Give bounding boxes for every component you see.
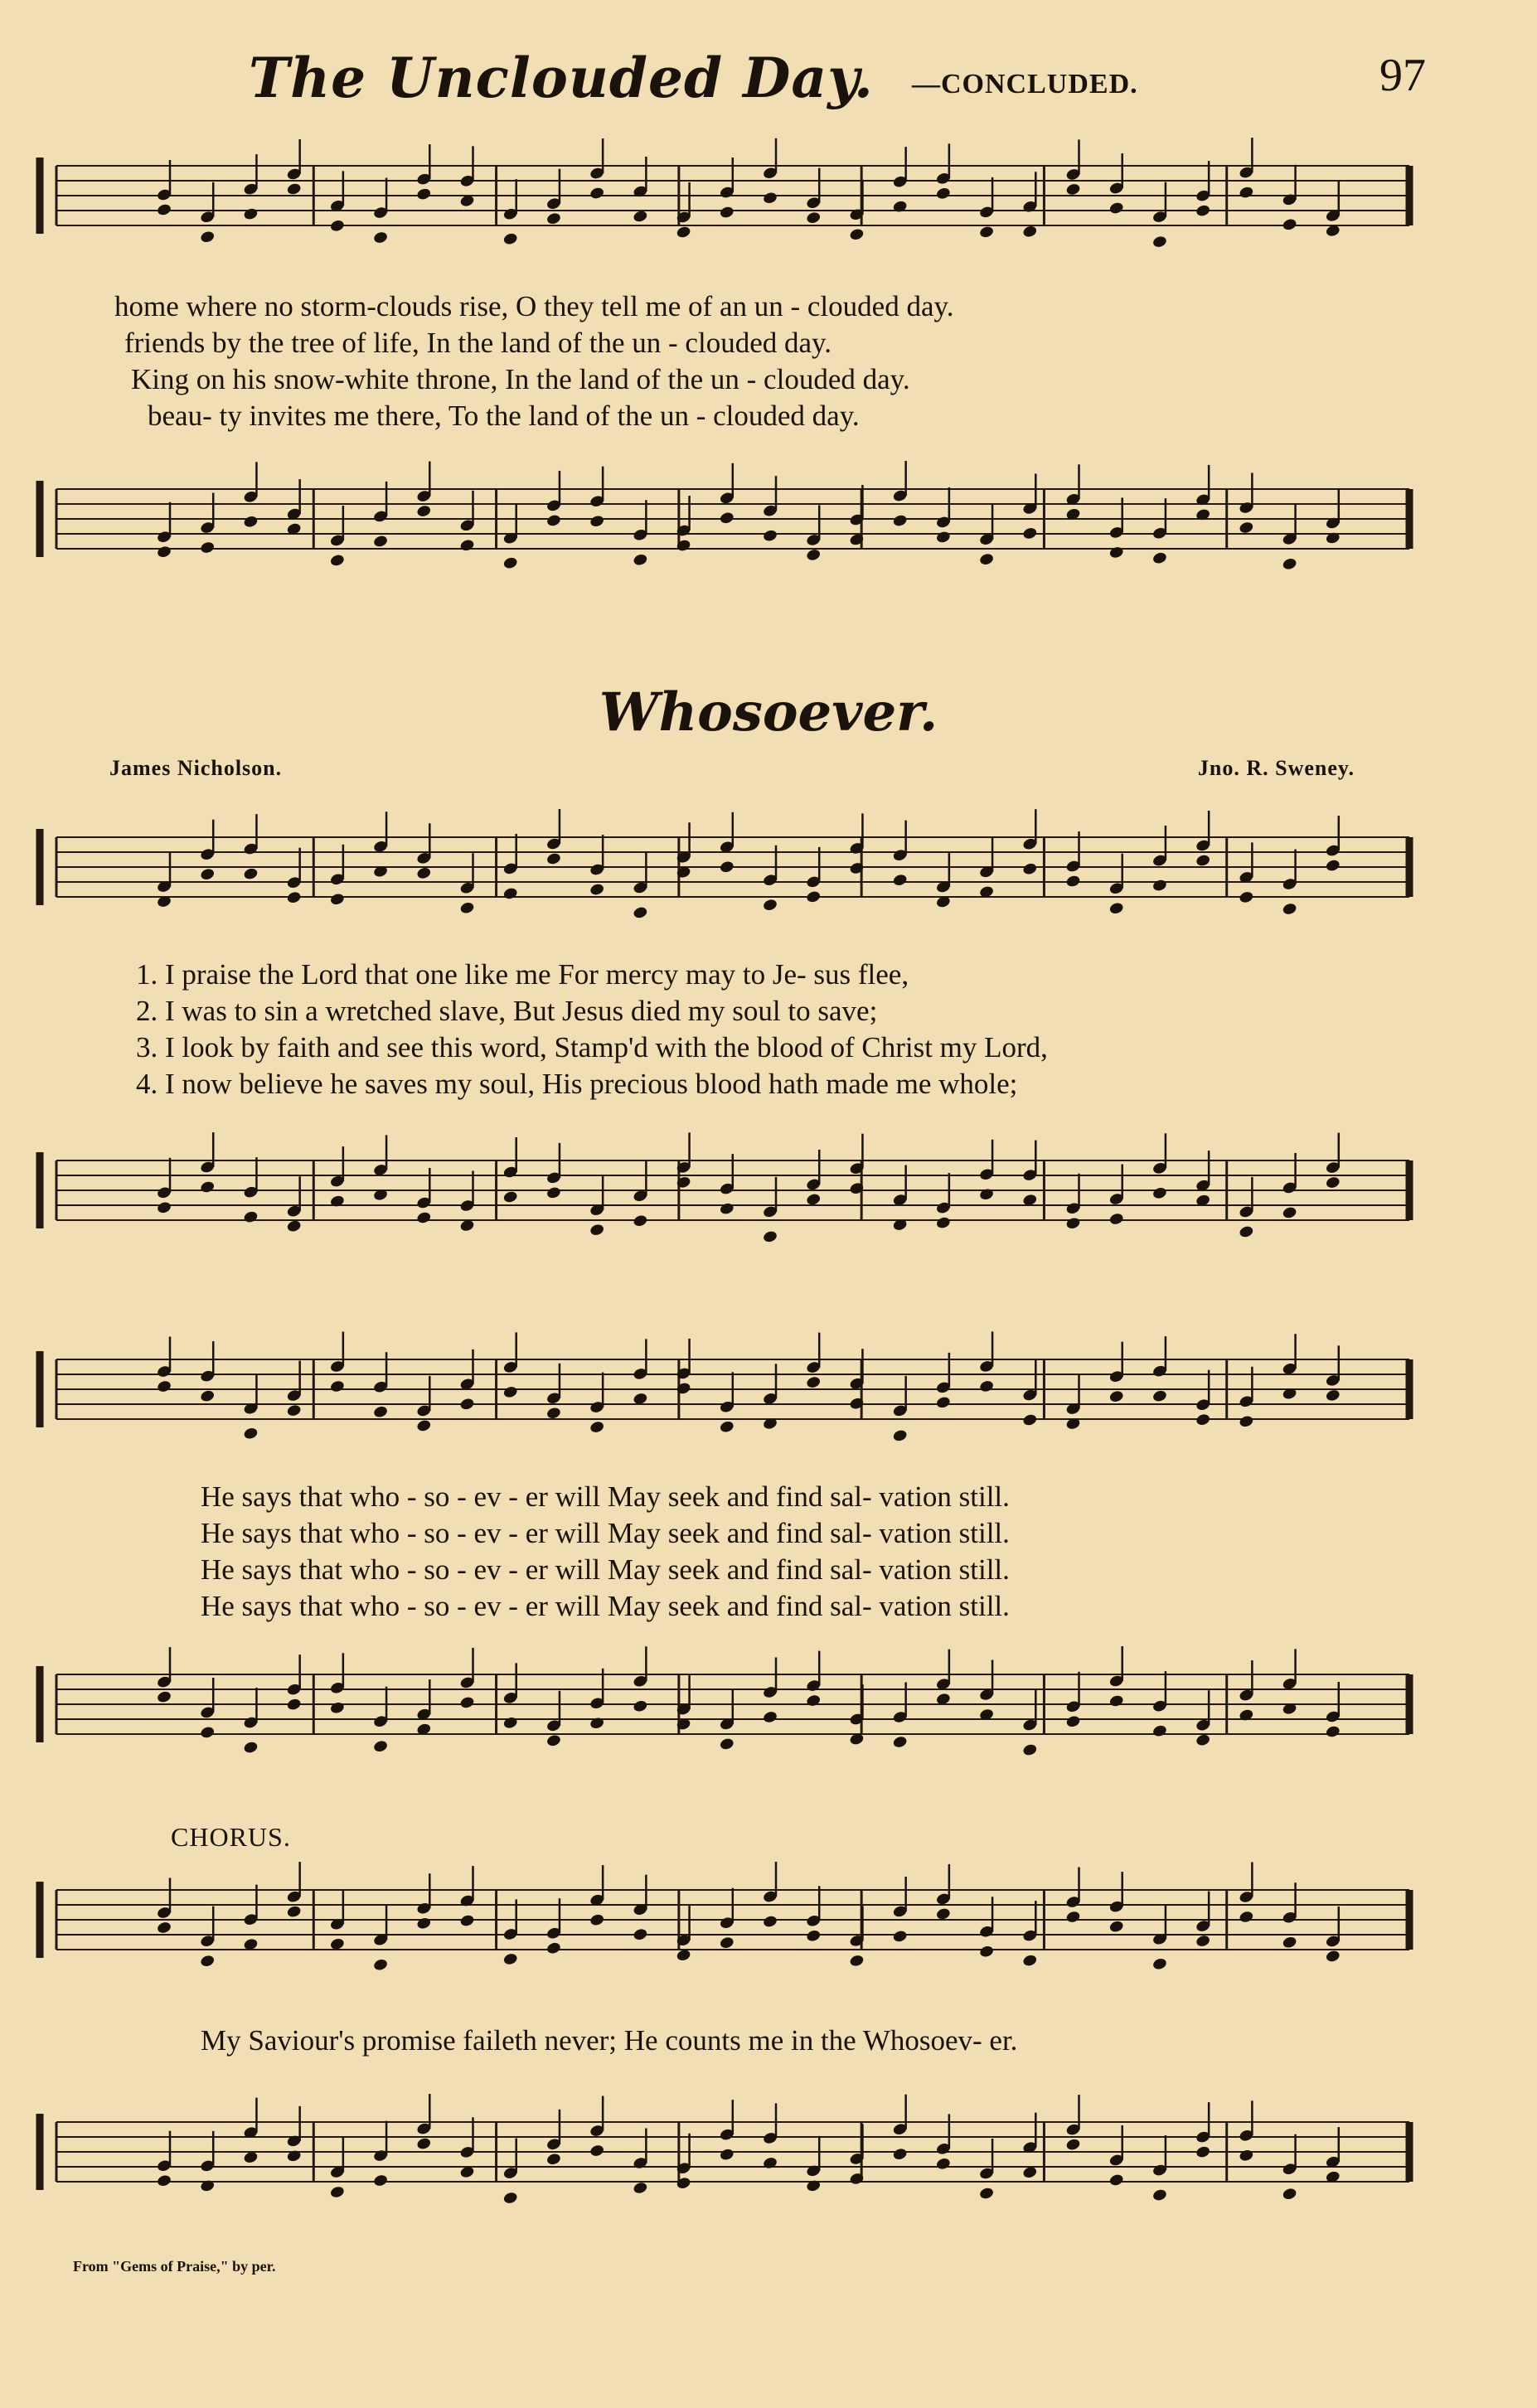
- note-head: [373, 535, 389, 549]
- lyric-line: 3. I look by faith and see this word, Stamp'd with the blood of Christ my Lord,: [136, 1031, 1048, 1063]
- note-head: [806, 1693, 822, 1708]
- note-head: [1239, 1910, 1254, 1924]
- note-head: [502, 1952, 518, 1966]
- note-head: [1195, 1934, 1211, 1948]
- note-head: [545, 2152, 561, 2166]
- note-head: [589, 1223, 605, 1237]
- note-head: [1065, 1714, 1081, 1728]
- lyric-line: 4. I now believe he saves my soul, His precious blood hath made me whole;: [136, 1068, 1018, 1100]
- note-head: [200, 1180, 216, 1194]
- lyric-line: beau- ty invites me there, To the land of the un - clouded day.: [148, 400, 860, 432]
- note-head: [762, 1710, 778, 1724]
- note-head: [762, 1915, 778, 1929]
- note-head: [633, 2181, 648, 2195]
- note-head: [935, 2157, 951, 2171]
- note-head: [459, 901, 475, 915]
- note-head: [329, 1379, 345, 1393]
- note-head: [243, 1210, 259, 1224]
- treble-staff-4: [0, 1865, 1537, 1989]
- note-head: [156, 545, 172, 559]
- note-head: [1022, 225, 1038, 239]
- note-head: [1325, 1388, 1341, 1403]
- chorus-label: CHORUS.: [171, 1822, 291, 1852]
- lyric-line: 2. I was to sin a wretched slave, But Jesus died my soul to save;: [136, 995, 878, 1027]
- note-head: [1022, 862, 1038, 876]
- lyric-line: He says that who - so - ev - er will May seek and find sal- vation still.: [201, 1517, 1010, 1549]
- note-head: [1152, 1186, 1167, 1200]
- note-head: [719, 206, 735, 220]
- note-head: [502, 1190, 518, 1204]
- note-head: [1152, 551, 1167, 565]
- note-head: [1022, 1743, 1038, 1757]
- note-head: [762, 898, 778, 912]
- note-head: [1239, 2149, 1254, 2163]
- lyric-line: My Saviour's promise faileth never; He counts me in the Whosoev- er.: [201, 2024, 1018, 2057]
- note-head: [1108, 545, 1124, 560]
- note-head: [545, 1941, 561, 1955]
- note-head: [589, 1420, 605, 1434]
- note-head: [1239, 521, 1254, 535]
- note-head: [373, 1405, 389, 1419]
- note-head: [416, 866, 432, 880]
- note-head: [459, 1696, 475, 1710]
- note-head: [459, 538, 475, 552]
- note-head: [200, 1726, 216, 1740]
- lyric-line: friends by the tree of life, In the land of the un - clouded day.: [124, 327, 832, 359]
- note-head: [589, 187, 605, 201]
- note-head: [1282, 217, 1297, 231]
- note-head: [200, 230, 216, 244]
- note-head: [633, 1927, 648, 1941]
- note-head: [1022, 526, 1038, 540]
- note-head: [156, 203, 172, 217]
- note-head: [806, 548, 822, 562]
- treble-staff-1: [0, 141, 1537, 265]
- note-head: [719, 1936, 735, 1950]
- bass-staff-3: [0, 1650, 1537, 1774]
- note-head: [1282, 557, 1297, 571]
- bass-staff-4: [0, 2097, 1537, 2221]
- note-head: [1108, 1920, 1124, 1934]
- note-head: [979, 1187, 995, 1201]
- note-head: [502, 1716, 518, 1730]
- lyric-line: home where no storm-clouds rise, O they tell me of an un - clouded day.: [114, 290, 954, 322]
- note-head: [719, 1737, 735, 1751]
- note-head: [1325, 859, 1341, 873]
- note-head: [762, 191, 778, 205]
- note-head: [373, 2173, 389, 2188]
- note-head: [243, 1741, 259, 1755]
- note-head: [1282, 902, 1297, 916]
- lyric-line: King on his snow-white throne, In the land of the un - clouded day.: [131, 363, 910, 395]
- note-head: [286, 2149, 302, 2163]
- note-head: [286, 182, 302, 196]
- note-head: [892, 1930, 908, 1944]
- note-head: [1108, 901, 1124, 915]
- note-head: [719, 511, 735, 525]
- note-head: [459, 1914, 475, 1928]
- note-head: [156, 1379, 172, 1393]
- note-head: [1195, 2145, 1211, 2159]
- note-head: [589, 883, 605, 897]
- author-credit: James Nicholson.: [109, 756, 283, 780]
- note-head: [979, 1945, 995, 1959]
- note-head: [1152, 235, 1167, 249]
- note-head: [1065, 2138, 1081, 2152]
- note-head: [806, 211, 822, 225]
- note-head: [545, 514, 561, 528]
- note-head: [1239, 186, 1254, 200]
- note-head: [633, 210, 648, 224]
- note-head: [1325, 1175, 1341, 1189]
- note-head: [1065, 1216, 1081, 1230]
- note-head: [200, 540, 216, 555]
- note-head: [200, 1389, 216, 1403]
- note-head: [200, 1954, 216, 1968]
- note-head: [1108, 201, 1124, 216]
- note-head: [502, 887, 518, 901]
- note-head: [935, 187, 951, 201]
- lyric-line: He says that who - so - ev - er will May seek and find sal- vation still.: [201, 1590, 1010, 1622]
- note-head: [935, 531, 951, 545]
- note-head: [1195, 1733, 1211, 1747]
- concluded-label: —CONCLUDED.: [912, 69, 1138, 99]
- note-head: [243, 515, 259, 529]
- note-head: [373, 1739, 389, 1753]
- note-head: [762, 1230, 778, 1244]
- note-head: [719, 1420, 735, 1434]
- note-head: [1239, 1414, 1254, 1428]
- bass-staff-2: [0, 1136, 1537, 1260]
- note-head: [719, 860, 735, 874]
- note-head: [1239, 1225, 1254, 1239]
- note-head: [806, 1375, 822, 1389]
- note-head: [979, 225, 995, 240]
- note-head: [545, 1406, 561, 1420]
- note-head: [935, 1395, 951, 1409]
- bass-staff-1: [0, 464, 1537, 589]
- note-head: [459, 1397, 475, 1411]
- note-head: [1195, 1412, 1211, 1427]
- note-head: [545, 852, 561, 866]
- note-head: [849, 1954, 865, 1968]
- note-head: [416, 2137, 432, 2151]
- treble-staff-2: [0, 812, 1537, 937]
- note-head: [156, 1200, 172, 1214]
- note-head: [1152, 1957, 1167, 1971]
- note-head: [762, 529, 778, 543]
- song-title: The Unclouded Day.: [249, 46, 874, 110]
- note-head: [329, 2185, 345, 2199]
- note-head: [1108, 2173, 1124, 2188]
- lyric-line: He says that who - so - ev - er will May seek and find sal- vation still.: [201, 1480, 1010, 1513]
- note-head: [1065, 875, 1081, 889]
- note-head: [286, 1905, 302, 1919]
- note-head: [243, 1427, 259, 1441]
- lyric-line: 1. I praise the Lord that one like me For mercy may to Je- sus flee,: [136, 958, 909, 991]
- note-head: [1152, 2188, 1167, 2202]
- note-head: [633, 1214, 648, 1228]
- note-head: [416, 1211, 432, 1225]
- note-head: [200, 867, 216, 881]
- note-head: [892, 2147, 908, 2161]
- note-head: [329, 554, 345, 568]
- note-head: [502, 232, 518, 246]
- note-head: [502, 2191, 518, 2205]
- note-head: [1065, 182, 1081, 196]
- note-head: [502, 556, 518, 570]
- note-head: [1108, 1389, 1124, 1403]
- note-head: [979, 552, 995, 566]
- note-head: [979, 1379, 995, 1393]
- note-head: [1282, 1206, 1297, 1220]
- note-head: [935, 1216, 951, 1230]
- page-number: 97: [1379, 50, 1426, 101]
- note-head: [633, 1699, 648, 1713]
- treble-staff-3: [0, 1335, 1537, 1459]
- note-head: [286, 890, 302, 904]
- note-head: [545, 1733, 561, 1747]
- note-head: [892, 1735, 908, 1749]
- note-head: [892, 1429, 908, 1443]
- note-head: [1065, 1910, 1081, 1924]
- note-head: [416, 1419, 432, 1433]
- composer-credit: Jno. R. Sweney.: [1197, 756, 1355, 780]
- note-head: [1282, 1936, 1297, 1950]
- note-head: [719, 2148, 735, 2162]
- song2-title: Whosoever.: [599, 681, 938, 744]
- lyric-line: He says that who - so - ev - er will May seek and find sal- vation still.: [201, 1553, 1010, 1586]
- note-head: [719, 1202, 735, 1216]
- note-head: [373, 1958, 389, 1972]
- note-head: [1282, 2187, 1297, 2201]
- note-head: [416, 504, 432, 518]
- note-head: [676, 225, 691, 240]
- note-head: [892, 200, 908, 214]
- note-head: [1239, 890, 1254, 904]
- note-head: [329, 1701, 345, 1715]
- note-head: [849, 227, 865, 241]
- note-head: [156, 1690, 172, 1704]
- note-head: [286, 1403, 302, 1417]
- note-head: [935, 1907, 951, 1921]
- note-head: [762, 2156, 778, 2170]
- note-head: [633, 906, 648, 920]
- note-head: [892, 514, 908, 528]
- note-head: [1152, 1724, 1167, 1738]
- note-head: [806, 890, 822, 904]
- note-head: [1022, 1413, 1038, 1427]
- note-head: [589, 514, 605, 528]
- note-head: [1108, 1212, 1124, 1226]
- note-head: [806, 1929, 822, 1943]
- note-head: [892, 873, 908, 887]
- note-head: [243, 867, 259, 881]
- note-head: [502, 1385, 518, 1399]
- note-head: [243, 207, 259, 221]
- note-head: [1152, 879, 1167, 893]
- note-head: [545, 1186, 561, 1200]
- running-head: [249, 46, 1426, 112]
- note-head: [416, 1916, 432, 1931]
- note-head: [286, 1219, 302, 1233]
- note-head: [545, 211, 561, 225]
- note-head: [589, 2144, 605, 2158]
- note-head: [806, 1193, 822, 1207]
- note-head: [286, 1698, 302, 1712]
- source-credit: From "Gems of Praise," by per.: [73, 2258, 276, 2275]
- note-head: [329, 219, 345, 233]
- note-head: [1022, 1954, 1038, 1968]
- note-head: [156, 1921, 172, 1935]
- note-head: [1325, 1950, 1341, 1964]
- note-head: [329, 892, 345, 906]
- note-head: [633, 553, 648, 567]
- note-head: [589, 1913, 605, 1927]
- note-head: [1195, 854, 1211, 868]
- note-head: [1152, 1389, 1167, 1403]
- note-head: [373, 230, 389, 245]
- note-head: [979, 2187, 995, 2201]
- note-head: [416, 187, 432, 201]
- note-head: [589, 1716, 605, 1730]
- note-head: [156, 2173, 172, 2188]
- note-head: [1325, 1725, 1341, 1739]
- note-head: [1195, 204, 1211, 218]
- note-head: [1108, 1694, 1124, 1708]
